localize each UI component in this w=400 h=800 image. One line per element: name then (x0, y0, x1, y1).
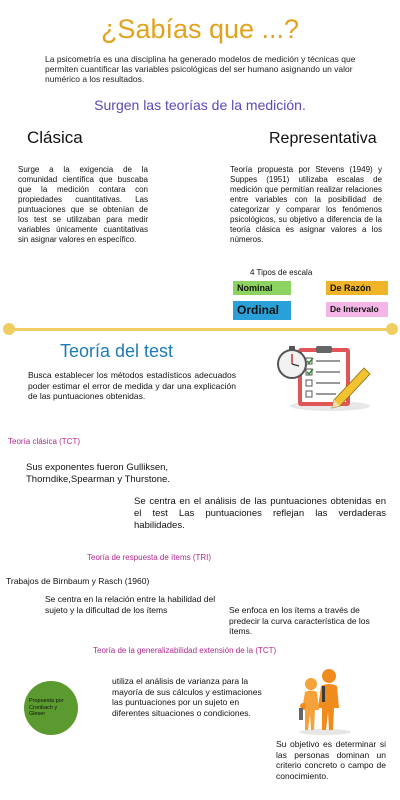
clasica-text: Surge a la exigencia de la comunidad científica que buscaba que la medición contara con propiedades cuantitativas. Las puntuaciones que se obtenían de los test se utilizaban para medir variables únicamente cuantitativas sin asignar valores en específico. (18, 165, 148, 244)
tct-focus: Se centra en el análisis de las puntuaciones obtenidas en el test Las puntuaciones reflejan las verdaderas habilidades. (134, 496, 386, 531)
test-theory-heading: Teoría del test (60, 341, 174, 361)
scale-nominal-label: Nominal (237, 283, 273, 293)
tri-heading: Teoría de respuesta de ítems (TRI) (87, 553, 212, 562)
proposal-text: Propuesta por Cronbach y Gleser (29, 698, 64, 717)
test-theory-text: Busca establecer los métodos estadísticos adecuados poder estimar el error de medida y dar una explicación de las puntuaciones obtenidas. (28, 370, 236, 401)
scale-razon-label: De Razón (330, 283, 372, 293)
representativa-text: Teoría propuesta por Stevens (1949) y Suppes (1951) utilizaba escalas de medición que permitían realizar relaciones entre variables con la posibilidad de categorizar y comparar los fenómenos psicológicos, su objetivo a diferencia de la teoría clásica es asignar valores a los números. (230, 165, 382, 244)
tct-exponents: Sus exponentes fueron Gulliksen, Thorndike,Spearman y Thurstone. (26, 462, 170, 485)
intro-text: La psicometría es una disciplina ha generado modelos de medición y técnicas que permiten cuantificar las variables psicológicas del ser humano asignando un valor numérico a los resultados. (45, 54, 356, 84)
divider-dot-left (3, 323, 15, 335)
tri-focus: Se centra en la relación entre la habilidad del sujeto y la dificultad de los ítems (45, 594, 216, 615)
generalizability-objective: Su objetivo es determinar si las personas dominan un criterio concreto o campo de conocimiento. (276, 739, 386, 781)
tri-items-focus: Se enfoca en los ítems a través de predecir la curva característica de los ítems. (229, 605, 370, 636)
scale-types-label: 4 Tipos de escala (250, 268, 313, 277)
tri-works: Trabajos de Birnbaum y Rasch (1960) (6, 576, 150, 586)
scale-razon (326, 281, 388, 295)
scale-nominal (233, 281, 291, 295)
scale-intervalo-label: De Intervalo (330, 304, 379, 314)
tct-heading: Teoría clásica (TCT) (8, 437, 81, 446)
test-clipboard-icon (272, 342, 374, 414)
scale-ordinal (233, 301, 291, 320)
representativa-heading: Representativa (269, 130, 377, 147)
divider-dot-right (386, 323, 398, 335)
people-figures-icon (295, 664, 355, 736)
clasica-heading: Clásica (27, 128, 83, 147)
page-title: ¿Sabías que ...? (100, 14, 300, 44)
divider-line (8, 328, 396, 331)
scale-ordinal-label: Ordinal (237, 303, 280, 317)
generalizability-analysis: utiliza el análisis de varianza para la mayoría de sus cálculos y estimaciones las puntuaciones por un sujeto en diferentes situaciones o condiciones. (112, 676, 262, 718)
measurement-theories-heading: Surgen las teorías de la medición. (94, 97, 306, 113)
generalizability-heading: Teoría de la generalizabilidad extensión de la (TCT) (93, 646, 277, 655)
scale-intervalo (326, 302, 388, 317)
